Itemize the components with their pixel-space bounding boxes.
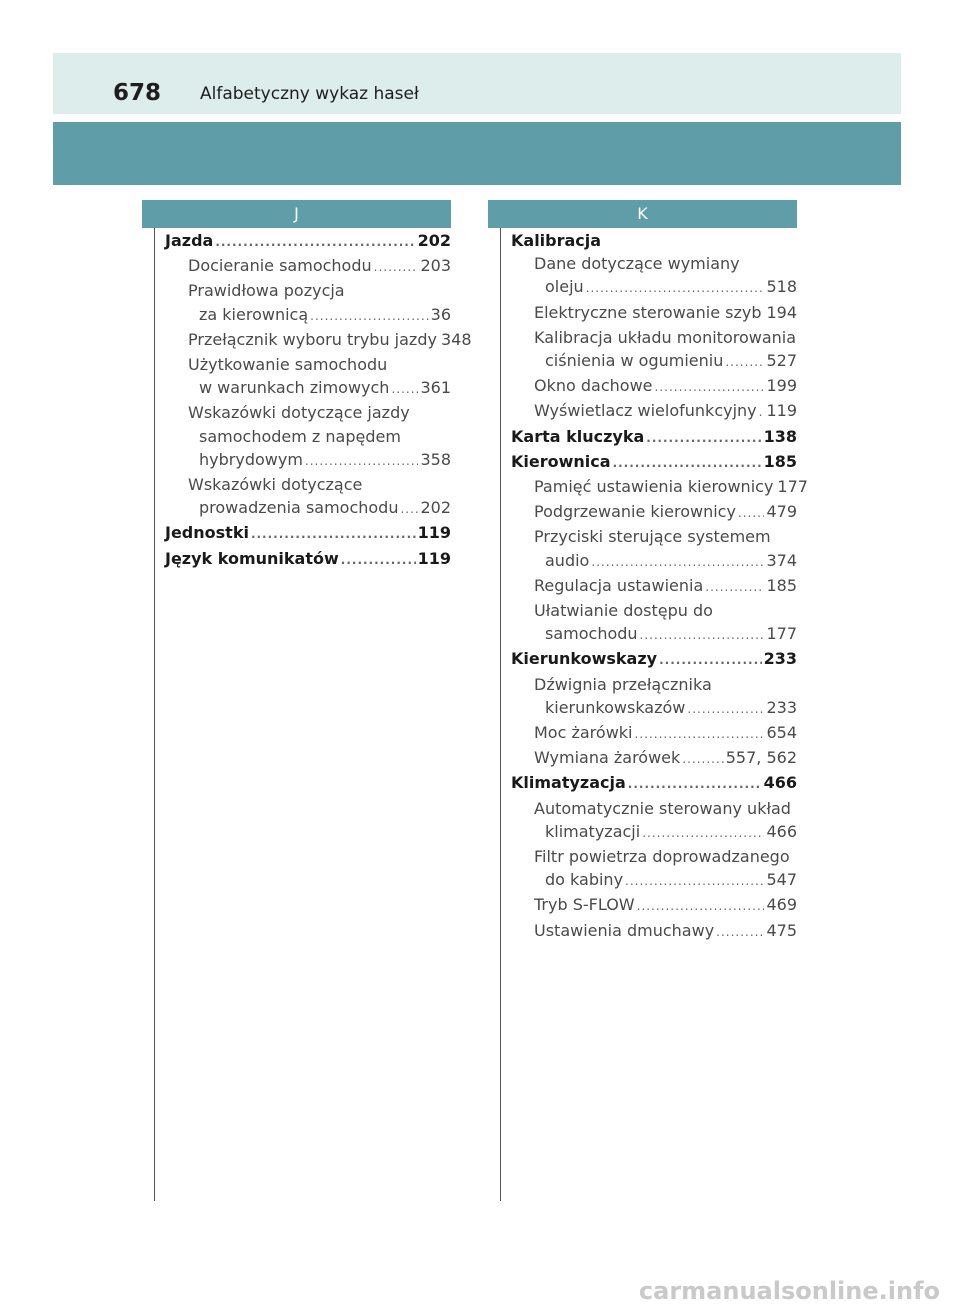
entry-page: 374 xyxy=(766,550,797,570)
entry-term: hybrydowym xyxy=(199,449,303,469)
entry-term: Użytkowanie samochodu xyxy=(188,355,388,375)
index-entry xyxy=(511,746,797,771)
index-entry xyxy=(511,525,797,548)
entry-term: Filtr powietrza doprowadzanego xyxy=(534,847,790,867)
entry-term: Okno dachowe xyxy=(534,376,653,396)
entry-term: Prawidłowa pozycja xyxy=(188,281,345,301)
leader-dots xyxy=(640,624,765,647)
header-bar xyxy=(53,53,901,114)
index-entry xyxy=(165,254,451,279)
leader-dots xyxy=(705,576,764,599)
entry-page: 199 xyxy=(766,376,797,396)
index-entry xyxy=(511,599,797,622)
entry-term: Podgrzewanie kierownicy xyxy=(534,502,736,522)
entry-term: Pamięć ustawienia kierownicy xyxy=(534,477,774,497)
entry-page: 475 xyxy=(766,920,797,940)
entry-term: Moc żarówki xyxy=(534,723,633,743)
entry-term: Dźwignia przełącznika xyxy=(534,674,712,694)
index-entry xyxy=(165,448,451,473)
entry-page: 177 xyxy=(766,624,797,644)
index-entry xyxy=(511,450,797,475)
entry-page: 185 xyxy=(766,575,797,595)
entry-term: prowadzenia samochodu xyxy=(199,498,399,518)
leader-dots xyxy=(655,376,765,399)
entry-page: 177 xyxy=(777,477,808,497)
entry-page: 233 xyxy=(766,697,797,717)
leader-dots xyxy=(642,822,764,845)
leader-dots xyxy=(215,231,415,254)
index-entry xyxy=(511,919,797,944)
entry-term: Tryb S-FLOW xyxy=(534,895,635,915)
header-band xyxy=(53,122,901,185)
entry-term: Kierownica xyxy=(511,451,611,471)
entry-page: 194 xyxy=(766,302,797,322)
column-rule-left xyxy=(154,228,155,1201)
leader-dots xyxy=(687,698,764,721)
entry-page: 202 xyxy=(420,498,451,518)
entry-page: 466 xyxy=(766,821,797,841)
entry-page: 233 xyxy=(763,649,797,669)
entry-page: 654 xyxy=(766,723,797,743)
entry-term: samochodem z napędem xyxy=(199,426,401,446)
leader-dots xyxy=(341,549,416,572)
leader-dots xyxy=(646,427,761,450)
entry-term: Jazda xyxy=(165,231,214,250)
entry-term: oleju xyxy=(545,277,584,297)
entry-term: Klimatyzacja xyxy=(511,773,626,793)
entry-term: za kierownicą xyxy=(199,304,309,324)
page-title: Alfabetyczny wykaz haseł xyxy=(200,84,419,104)
leader-dots xyxy=(637,895,765,918)
leader-dots xyxy=(682,748,723,771)
index-entry xyxy=(511,549,797,574)
entry-term: audio xyxy=(545,550,590,570)
leader-dots xyxy=(586,277,765,300)
index-entry xyxy=(511,229,797,252)
index-entry xyxy=(165,303,451,328)
entry-term: klimatyzacji xyxy=(545,821,641,841)
leader-dots xyxy=(635,723,765,746)
entry-page: 202 xyxy=(417,231,451,250)
leader-dots xyxy=(391,378,418,401)
entry-term: Wskazówki dotyczące jazdy xyxy=(188,403,410,423)
index-entry xyxy=(511,574,797,599)
entry-term: samochodu xyxy=(545,624,638,644)
entry-term: Ustawienia dmuchawy xyxy=(534,920,715,940)
index-entry xyxy=(511,797,797,820)
index-entry xyxy=(165,328,472,353)
entry-page: 557, 562 xyxy=(725,748,797,768)
index-entry xyxy=(511,673,797,696)
index-entry xyxy=(165,425,451,448)
entry-term: Elektryczne sterowanie szyb xyxy=(534,302,762,322)
leader-dots xyxy=(716,921,764,944)
entry-page: 358 xyxy=(420,449,451,469)
index-entry xyxy=(511,696,797,721)
column-rule-right xyxy=(500,228,501,1201)
entry-term: Ułatwianie dostępu do xyxy=(534,601,713,621)
entry-term: Kierunkowskazy xyxy=(511,649,658,669)
entry-page: 119 xyxy=(417,548,451,568)
leader-dots xyxy=(659,649,762,672)
entry-page: 527 xyxy=(766,351,797,371)
entry-term: Docieranie samochodu xyxy=(188,256,372,276)
index-entry xyxy=(511,326,797,349)
index-entry xyxy=(165,473,451,496)
index-entry xyxy=(165,547,451,572)
entry-page: 348 xyxy=(440,329,472,349)
entry-term: Dane dotyczące wymiany xyxy=(534,254,740,274)
entry-page: 469 xyxy=(766,895,797,915)
index-entry xyxy=(511,374,797,399)
entry-term: ciśnienia w ogumieniu xyxy=(545,351,724,371)
leader-dots xyxy=(725,351,764,374)
index-entry xyxy=(511,893,797,918)
entry-page: 479 xyxy=(766,502,797,522)
index-entry xyxy=(165,401,451,424)
entry-term: Regulacja ustawienia xyxy=(534,575,704,595)
index-entry xyxy=(511,845,797,868)
leader-dots xyxy=(759,401,765,424)
entry-term: Karta kluczyka xyxy=(511,426,645,446)
leader-dots xyxy=(625,870,764,893)
index-column-j xyxy=(165,229,472,572)
page-number: 678 xyxy=(113,80,162,106)
leader-dots xyxy=(310,305,429,328)
index-entry xyxy=(511,771,797,796)
leader-dots xyxy=(591,551,764,574)
leader-dots xyxy=(738,502,765,525)
entry-page: 36 xyxy=(430,304,451,324)
index-entry xyxy=(511,820,797,845)
index-entry xyxy=(511,399,797,424)
leader-dots xyxy=(763,303,764,326)
entry-term: Kalibracja układu monitorowania xyxy=(534,327,797,347)
entry-term: Przełącznik wyboru trybu jazdy xyxy=(188,329,437,349)
index-entry xyxy=(511,301,797,326)
entry-page: 185 xyxy=(763,451,797,471)
entry-page: 361 xyxy=(420,378,451,398)
entry-term: Kalibracja xyxy=(511,231,602,250)
entry-page: 203 xyxy=(420,256,451,276)
index-entry xyxy=(165,229,451,254)
entry-page: 518 xyxy=(766,277,797,297)
entry-term: Jednostki xyxy=(165,523,249,543)
entry-page: 547 xyxy=(766,870,797,890)
entry-term: Wymiana żarówek xyxy=(534,748,681,768)
index-column-k xyxy=(511,229,808,944)
watermark: carmanualsonline.info xyxy=(638,1277,940,1305)
entry-page: 119 xyxy=(417,523,451,543)
index-entry xyxy=(165,496,451,521)
entry-term: do kabiny xyxy=(545,870,624,890)
entry-term: w warunkach zimowych xyxy=(199,378,390,398)
index-entry xyxy=(511,721,797,746)
entry-page: 466 xyxy=(763,773,797,793)
entry-page: 138 xyxy=(763,426,797,446)
entry-page: 119 xyxy=(766,401,797,421)
index-entry xyxy=(511,622,797,647)
leader-dots xyxy=(613,452,762,475)
entry-term: Przyciski sterujące systemem xyxy=(534,527,771,547)
index-entry xyxy=(511,475,808,500)
index-entry xyxy=(165,376,451,401)
entry-term: kierunkowskazów xyxy=(545,697,686,717)
index-entry xyxy=(511,252,797,275)
index-entry xyxy=(511,868,797,893)
leader-dots xyxy=(305,450,419,473)
index-entry xyxy=(511,425,797,450)
leader-dots xyxy=(628,773,762,796)
leader-dots xyxy=(400,498,418,521)
leader-dots xyxy=(251,523,416,546)
index-entry xyxy=(511,500,797,525)
entry-term: Wskazówki dotyczące xyxy=(188,475,363,495)
index-entry xyxy=(165,521,451,546)
entry-term: Wyświetlacz wielofunkcyjny xyxy=(534,401,757,421)
section-header-j: J xyxy=(142,200,451,228)
leader-dots xyxy=(374,256,419,279)
index-entry xyxy=(165,279,451,302)
index-entry xyxy=(165,353,451,376)
index-entry xyxy=(511,275,797,300)
section-header-k: K xyxy=(488,200,797,228)
index-entry xyxy=(511,349,797,374)
entry-term: Język komunikatów xyxy=(165,548,339,568)
entry-term: Automatycznie sterowany układ xyxy=(534,798,791,818)
index-entry xyxy=(511,647,797,672)
